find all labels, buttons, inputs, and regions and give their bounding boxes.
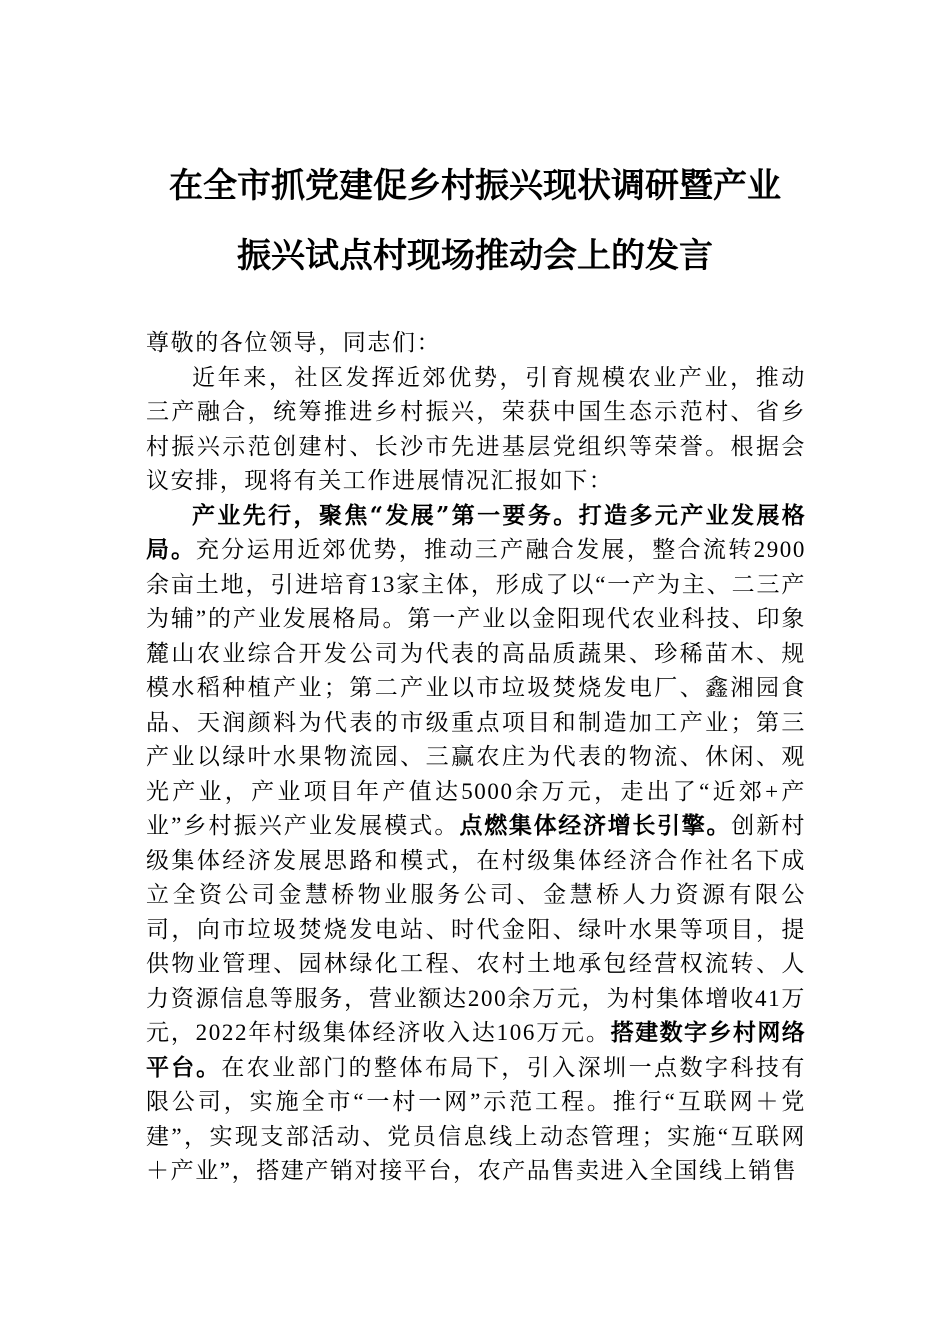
document-title-line-1: 在全市抓党建促乡村振兴现状调研暨产业 [169,166,781,206]
document-title-line-2: 振兴试点村现场推动会上的发言 [237,236,713,276]
section-heading: 产业先行，聚焦“发展”第一要务。 [192,501,579,529]
section-paragraph [146,499,806,1189]
point-heading-3: 搭建数字乡村网络平台。 [146,1019,806,1081]
intro-paragraph: 近年来，社区发挥近郊优势，引育规模农业产业，推动三产融合，统筹推进乡村振兴，荣获中国生态示范村、省乡村振兴示范创建村、长沙市先进基层党组织等荣誉。根据会议安排，现将有关工作进展情况汇报如下： [146,364,806,493]
point-text-1: 充分运用近郊优势，推动三产融合发展，整合流转2900余亩土地，引进培育13家主体，形成了以“一产为主、二三产为辅”的产业发展格局。第一产业以金阳现代农业科技、印象麓山农业综合开发公司为代表的高品质蔬果、珍稀苗木、规模水稻种植产业；第二产业以市垃圾焚烧发电厂、鑫湘园食品、天润颜料为代表的市级重点项目和制造加工产业；第三产业以绿叶水果物流园、三赢农庄为代表的物流、休闲、观光产业，产业项目年产值达5000余万元，走出了“近郊+产业”乡村振兴产业发展模式。 [146,537,806,838]
point-heading-1: 打造多元产业发展格局。 [146,501,806,563]
salutation: 尊敬的各位领导，同志们： [146,330,442,355]
document-body [146,326,806,1189]
point-heading-2: 点燃集体经济增长引擎。 [459,812,732,839]
point-text-3: 在农业部门的整体布局下，引入深圳一点数字科技有限公司，实施全市“一村一网”示范工程。推行“互联网＋党建”，实现支部活动、党员信息线上动态管理；实施“互联网＋产业”，搭建产销对接平台，农产品售卖进入全国线上销售 [146,1054,806,1183]
point-text-2: 创新村级集体经济发展思路和模式，在村级集体经济合作社名下成立全资公司金慧桥物业服务公司、金慧桥人力资源有限公司，向市垃圾焚烧发电站、时代金阳、绿叶水果等项目，提供物业管理、园林绿化工程、农村土地承包经营权流转、人力资源信息等服务，营业额达200余万元，为村集体增收41万元，2022年村级集体经济收入达106万元。 [146,813,806,1045]
